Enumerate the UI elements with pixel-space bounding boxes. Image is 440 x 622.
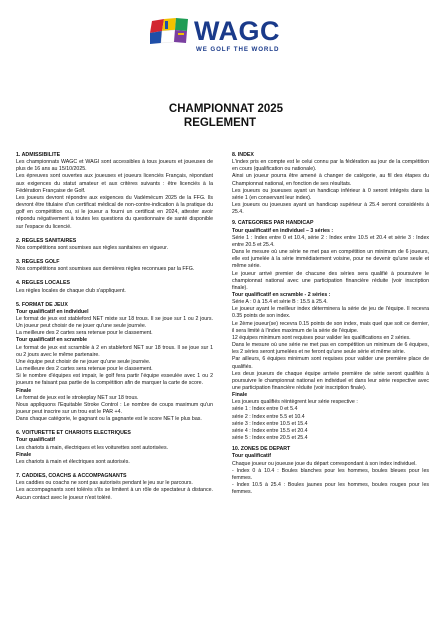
paragraph: Les deux joueurs de chaque équipe arrivée première de série seront qualifiés à poursuivre le championnat national en individuel et dans leur série respective avec une participation financière réduite (voir inscription finale). (232, 370, 429, 391)
paragraph: La meilleure des 2 cartes sera retenue pour le classement. (16, 366, 153, 373)
paragraph: Les accompagnants sont tolérés s'ils se limitent à un rôle de spectateur à distance. Aucun contact avec le joueur n'est toléré. (16, 487, 213, 501)
paragraph: Le format de jeux est le strokeplay NET sur 18 trous. (16, 394, 139, 401)
subsection-heading: Finale (16, 451, 32, 458)
wagc-logo (150, 9, 290, 61)
subsection-heading: Tour qualificatif (16, 437, 55, 444)
paragraph: série 2 : Index entre 5.5 et 10.4 (232, 413, 305, 420)
paragraph: série 4 : Index entre 15.5 et 20.4 (232, 427, 308, 434)
subsection-heading: Tour qualificatif en individuel – 3 séries : (232, 227, 334, 234)
paragraph: Les joueurs qualifiés réintègrent leur série respective : (232, 399, 358, 406)
paragraph: Chaque joueur ou joueuse joue du départ correspondant à son index individuel. (232, 460, 417, 467)
section-heading: 8. INDEX (232, 152, 254, 158)
paragraph: Série A : 0 à 15.4 et série B : 15.5 à 25.4. (232, 299, 328, 306)
logo-wordmark: WAGC (194, 16, 280, 46)
paragraph: Si le nombre d'équipes est impair, le golf fera partir l'équipe esseulée avec 1 ou 2 joueurs ne faisant pas partie de la compétition afin de marquer la carte de score. (16, 373, 213, 387)
paragraph: série 1 : Index entre 0 et 5.4 (232, 406, 298, 413)
paragraph: - Index 10.5 à 25.4 : Boules jaunes pour les hommes, boules rouges pour les femmes. (232, 482, 429, 496)
paragraph: Les joueurs ou joueuses ayant un handicap inférieur à 0 seront intégrés dans la série 1 (en conservant leur index). (232, 187, 429, 201)
paragraph: Dans chaque catégorie, le gagnant ou la gagnante est le score NET le plus bas. (16, 416, 202, 423)
paragraph: Les épreuves sont ouvertes aux joueuses et joueurs licenciés Français, répondant aux exigences du statut amateur et aux critères suivants : être licenciés à la Fédération Française de Golf. (16, 173, 213, 194)
paragraph: Dans le mesure où une série ne met pas en compétition un minimum de 6 équipes, les 2 séries seront jumelées et ne feront qu'une seule série et même série. (232, 342, 429, 356)
subsection-heading: Finale (16, 387, 32, 394)
logo-tagline: WE GOLF THE WORLD (196, 46, 280, 53)
section-spacer (16, 231, 213, 238)
paragraph: série 3 : Index entre 10.5 et 15.4 (232, 420, 308, 427)
document-subtitle: REGLEMENT (183, 117, 257, 129)
paragraph: Nos compétitions sont soumises aux règles sanitaires en vigueur. (16, 244, 169, 251)
paragraph: - Index 0 à 10.4 : Boules blanches pour les hommes, boules bleues pour les femmes. (232, 467, 429, 481)
subsection-heading: Tour qualificatif en individuel (16, 308, 89, 315)
paragraph: Les règles locales de chaque club s'appliquent. (16, 287, 126, 294)
section-spacer (16, 466, 213, 473)
section-heading: 4. REGLES LOCALES (16, 280, 70, 287)
subsection-heading: Finale (232, 392, 248, 399)
paragraph: Une équipe peut choisir de ne jouer qu'une seule journée. (16, 358, 151, 365)
section-spacer (16, 273, 213, 280)
section-spacer (16, 252, 213, 259)
right-column (232, 152, 429, 496)
paragraph: 12 équipes minimum sont requises pour valider les qualifications en 2 séries. (232, 334, 411, 341)
document-title: CHAMPIONNAT 2025 (168, 103, 284, 115)
section-heading: 1. ADMISSIBILITE (16, 152, 61, 158)
paragraph: Par ailleurs, 6 équipes minimum sont requises pour valider une première place de qualifiés. (232, 356, 429, 370)
subsection-heading: Tour qualificatif en scramble - 2 séries : (232, 291, 331, 298)
paragraph: Les joueurs devront répondre aux exigences du Vadémécum 2025 de la FFG. Ils devront être titulaire d'un certificat médical de non-contre-indication à la pratique du golf en compétition ou, si le joueur a fourni un certificat en 2024, attester avoir répondu négativement à toutes les questions du questionnaire de santé disponible sur l'espace du licencié. (16, 194, 213, 230)
paragraph: Le format de jeux est scramble à 2 en stableford NET sur 18 trous. Il se joue sur 1 ou 2 jours avec le même partenaire. (16, 344, 213, 358)
paragraph: L'index pris en compte est le celui connu par la fédération au jour de la compétition en cours (qualification ou nationale). (232, 159, 429, 173)
section-heading: 10. ZONES DE DEPART (232, 446, 291, 453)
paragraph: Les joueurs ou joueuses ayant un handicap supérieur à 25.4 seront considérés à 25.4. (232, 202, 429, 216)
paragraph: Nos compétitions sont soumises aux dernières règles reconnues par la FFG. (16, 266, 195, 273)
subsection-heading: Tour qualificatif (232, 453, 271, 460)
paragraph: Dans le mesure où une série ne met pas en compétition un minimum de 6 joueurs, elle est jumelée à la série immédiatement voisine, pour ne devenir qu'une seule et même série. (232, 249, 429, 270)
paragraph: Les championnats WAGC et WAGI sont accessibles à tous joueurs et joueuses de plus de 16 ans au 15/10/2025. (16, 159, 213, 173)
paragraph: Série 1 : Index entre 0 et 10.4, série 2 : Index entre 10.5 et 20.4 et série 3 : Index entre 20.5 et 25.4. (232, 234, 429, 248)
section-spacer (16, 295, 213, 302)
paragraph: Les chariots à main et électriques sont autorisés. (16, 458, 130, 465)
paragraph: Le format de jeux est stableford NET mixte sur 18 trous. Il se joue sur 1 ou 2 jours. Un joueur peut choisir de ne jouer qu'une seule journée. (16, 315, 213, 330)
paragraph: Nous appliquons l'Equitable Stroke Control : Le nombre de coups maximum qu'un joueur peut inscrire sur un trou est le PAR +4. (16, 401, 213, 415)
subsection-heading: Tour qualificatif en scramble (16, 337, 88, 344)
section-heading: 3. REGLES GOLF (16, 259, 60, 266)
paragraph: Le 2ème joueur(se) recevra 0.15 points de son index, mais quel que soit ce dernier, il sera limité à l'index maximum de la série de l'équipe. (232, 320, 429, 334)
section-spacer (16, 423, 213, 430)
paragraph: Le joueur arrivé premier de chacune des séries sera qualifié à poursuivre le championnat national avec une participation financière réduite (voir inscription finale). (232, 270, 429, 291)
section-heading: 2. REGLES SANITAIRES (16, 237, 77, 244)
paragraph: Les caddies ou coachs ne sont pas autorisés pendant le jeu sur le parcours. (16, 480, 193, 487)
paragraph: La meilleure des 2 cartes sera retenue pour le classement. (16, 330, 153, 337)
paragraph: Les chariots à main, électriques et les voiturettes sont autorisées. (16, 444, 169, 451)
section-heading: 5. FORMAT DE JEUX (16, 301, 68, 308)
paragraph: Ainsi un joueur pourra être amené à changer de catégorie, au fil des étapes du Championnat national, en fonction de ses résultats. (232, 173, 429, 187)
wagc-flag-icon (150, 17, 190, 45)
section-heading: 6. VOITURETTE ET CHARIOTS ELECTRIQUES (16, 430, 131, 437)
paragraph: Le joueur ayant le meilleur index déterminera la série de jeu de l'équipe. Il recevra 0.35 points de son index. (232, 306, 429, 320)
left-column (16, 152, 213, 502)
paragraph: série 5 : Index entre 20.5 et 25.4 (232, 435, 308, 442)
section-heading: 7. CADDIES, COACHS & ACCOMPAGNANTS (16, 473, 127, 480)
section-heading: 9. CATEGORIES PAR HANDICAP (232, 220, 314, 227)
